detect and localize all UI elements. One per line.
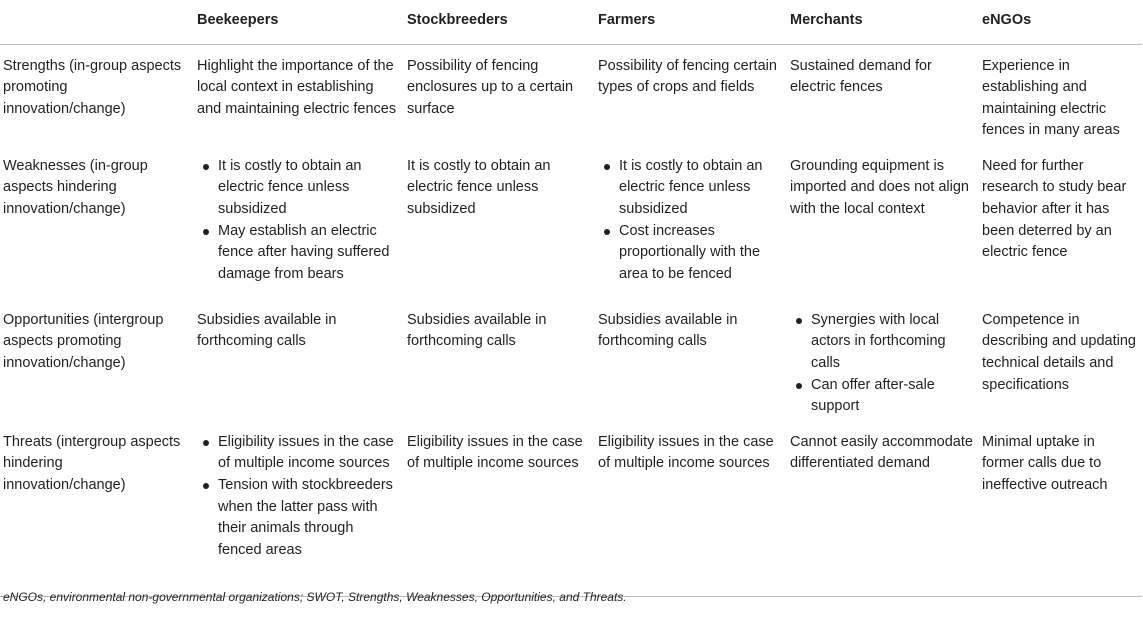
cell-text: Highlight the importance of the local context in establishing and maintaining electric fences	[197, 57, 397, 117]
bullet-item: It is costly to obtain an electric fence unless subsidized	[197, 156, 398, 221]
cell-weaknesses-engos	[979, 145, 1142, 299]
cell-text: Cannot easily accommodate differentiated demand	[790, 433, 973, 472]
cell-opportunities-farmers	[595, 299, 787, 421]
cell-text: Possibility of fencing enclosures up to a certain surface	[407, 57, 574, 117]
row-label-text: Threats (intergroup aspects hindering innovation/change)	[3, 433, 181, 494]
cell-text: Need for further research to study bear behavior after it has been deterred by an electric fence	[982, 157, 1127, 261]
header-merchants: Merchants	[787, 0, 979, 44]
row-label-threats	[0, 421, 194, 597]
cell-strengths-farmers	[595, 44, 787, 145]
cell-text: Sustained demand for electric fences	[790, 57, 932, 96]
cell-weaknesses-beekeepers	[194, 145, 404, 299]
row-label-opportunities	[0, 299, 194, 421]
row-label-text: Weaknesses (in-group aspects hindering innovation/change)	[3, 157, 148, 218]
cell-threats-beekeepers	[194, 421, 404, 597]
cell-text: Grounding equipment is imported and does not align with the local context	[790, 157, 969, 218]
header-engos: eNGOs	[979, 0, 1142, 44]
header-stockbreeders: Stockbreeders	[404, 0, 595, 44]
cell-text: Eligibility issues in the case of multiple income sources	[598, 433, 774, 472]
cell-strengths-merchants	[787, 44, 979, 145]
cell-weaknesses-stockbreeders	[404, 145, 595, 299]
row-label-strengths	[0, 44, 194, 145]
table-row	[0, 421, 1142, 597]
cell-strengths-stockbreeders	[404, 44, 595, 145]
header-cell-empty	[0, 0, 194, 44]
row-label-weaknesses	[0, 145, 194, 299]
cell-weaknesses-merchants	[787, 145, 979, 299]
table-header-row	[0, 0, 1142, 44]
bullet-list	[790, 310, 973, 418]
bullet-list-wrap	[197, 145, 404, 289]
bullet-list-wrap	[197, 421, 404, 565]
cell-text: Subsidies available in forthcoming calls	[197, 311, 337, 350]
bullet-item: May establish an electric fence after having suffered damage from bears	[197, 221, 398, 286]
bullet-list-wrap	[598, 145, 787, 289]
bullet-list	[197, 432, 398, 562]
cell-opportunities-stockbreeders	[404, 299, 595, 421]
cell-weaknesses-farmers	[595, 145, 787, 299]
cell-text: Competence in describing and updating technical details and specifications	[982, 311, 1136, 393]
cell-text: Subsidies available in forthcoming calls	[598, 311, 738, 350]
cell-text: Experience in establishing and maintaining electric fences in many areas	[982, 57, 1120, 139]
cell-text: Possibility of fencing certain types of crops and fields	[598, 57, 777, 96]
table-row	[0, 299, 1142, 421]
table-row	[0, 145, 1142, 299]
cell-strengths-beekeepers	[194, 44, 404, 145]
bullet-item: Cost increases proportionally with the area to be fenced	[598, 221, 781, 286]
bullet-list-wrap	[790, 299, 979, 421]
cell-opportunities-beekeepers	[194, 299, 404, 421]
cell-text: Eligibility issues in the case of multiple income sources	[407, 433, 583, 472]
bullet-list	[598, 156, 781, 286]
cell-opportunities-merchants	[787, 299, 979, 421]
bullet-item: Eligibility issues in the case of multiple income sources	[197, 432, 398, 475]
bullet-list	[197, 156, 398, 286]
header-beekeepers: Beekeepers	[194, 0, 404, 44]
cell-threats-merchants	[787, 421, 979, 597]
bullet-item: Synergies with local actors in forthcoming calls	[790, 310, 973, 375]
table-footnote: eNGOs, environmental non-governmental organizations; SWOT, Strengths, Weaknesses, Opportunities, and Threats.	[3, 590, 627, 604]
bullet-item: Tension with stockbreeders when the latter pass with their animals through fenced areas	[197, 475, 398, 561]
table-body	[0, 44, 1142, 597]
bullet-item: Can offer after-sale support	[790, 375, 973, 418]
cell-text: Subsidies available in forthcoming calls	[407, 311, 547, 350]
cell-text: It is costly to obtain an electric fence unless subsidized	[407, 157, 551, 218]
bullet-item: It is costly to obtain an electric fence unless subsidized	[598, 156, 781, 221]
cell-threats-farmers	[595, 421, 787, 597]
cell-threats-stockbreeders	[404, 421, 595, 597]
row-label-text: Opportunities (intergroup aspects promoting innovation/change)	[3, 311, 164, 372]
cell-threats-engos	[979, 421, 1142, 597]
cell-strengths-engos	[979, 44, 1142, 145]
cell-opportunities-engos	[979, 299, 1142, 421]
cell-text: Minimal uptake in former calls due to ineffective outreach	[982, 433, 1108, 494]
table-row	[0, 44, 1142, 145]
header-farmers: Farmers	[595, 0, 787, 44]
row-label-text: Strengths (in-group aspects promoting innovation/change)	[3, 57, 182, 117]
